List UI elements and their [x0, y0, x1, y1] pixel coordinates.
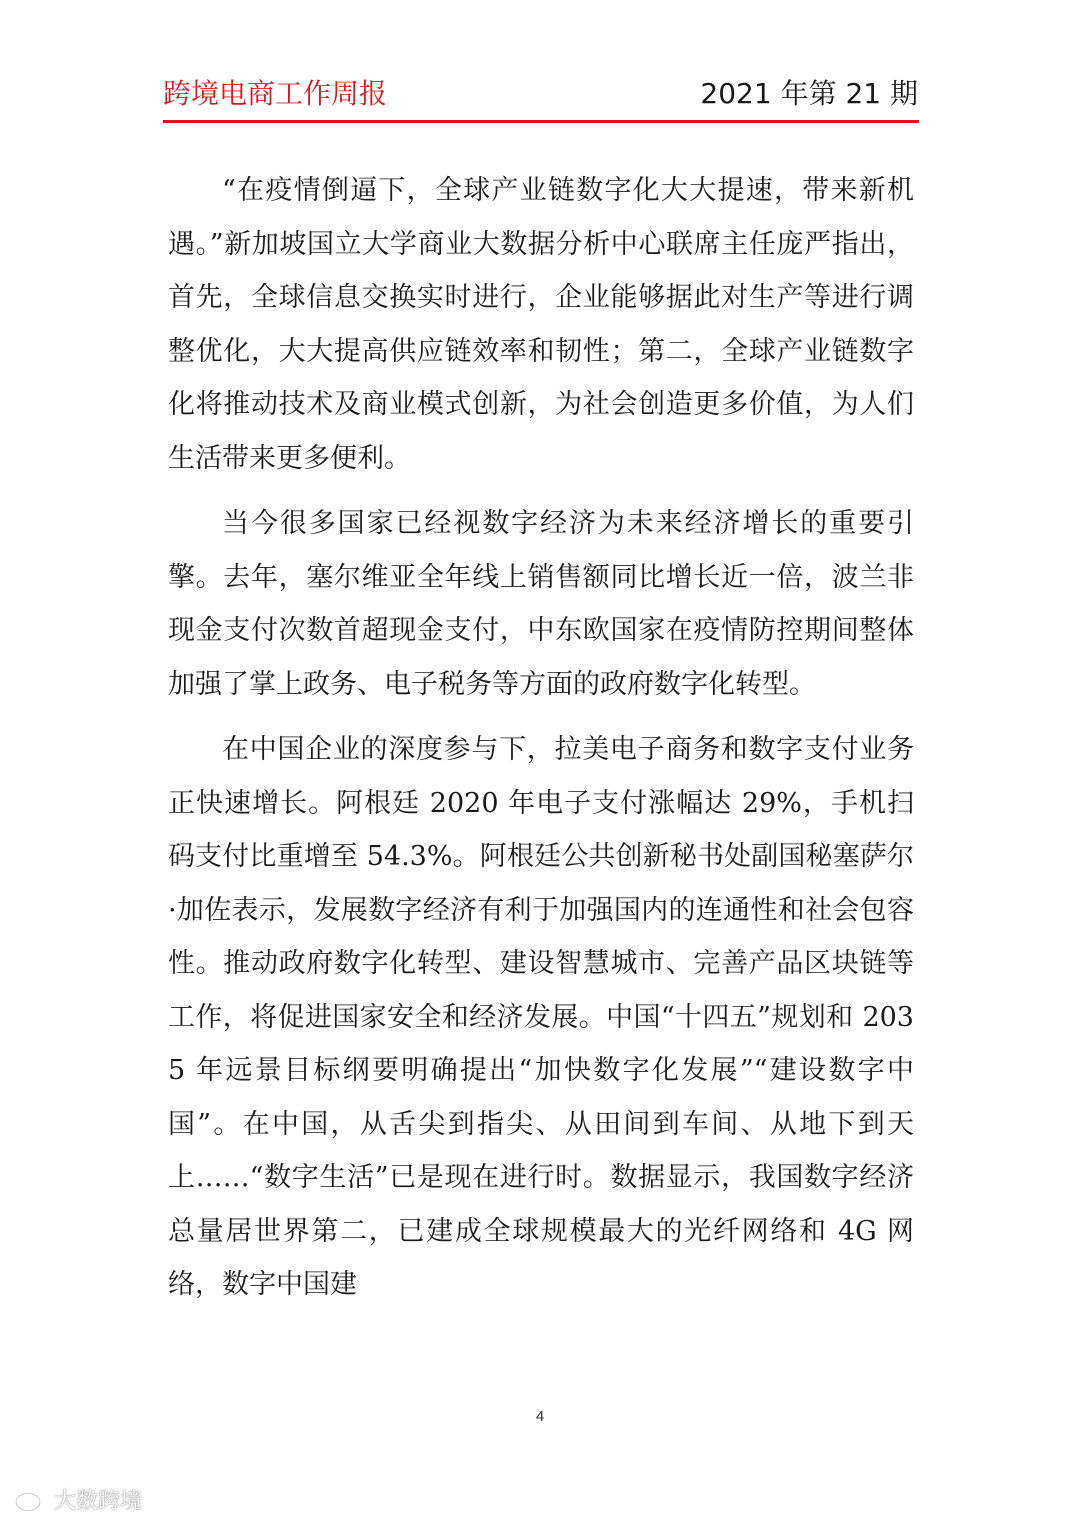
paragraph: 当今很多国家已经视数字经济为未来经济增长的重要引擎。去年，塞尔维亚全年线上销售额同比增长近一倍，波兰非现金支付次数首超现金支付，中东欧国家在疫情防控期间整体加强了掌上政务、电子税务等方面的政府数字化转型。 — [168, 508, 914, 700]
page-number: 4 — [535, 1408, 545, 1425]
article-body — [168, 164, 914, 1324]
paragraph: 在中国企业的深度参与下，拉美电子商务和数字支付业务正快速增长。阿根廷 2020 年电子支付涨幅达 29%，手机扫码支付比重增至 54.3%。阿根廷公共创新秘书处副国秘塞萨尔·加佐表示，发展数字经济有利于加强国内的连通性和社会包容性。推动政府数字化转型、建设智慧城市、完善产品区块链等工作，将促进国家安全和经济发展。中国“十四五”规划和 2035 年远景目标纲要明确提出“加快数字化发展”“建设数字中国”。在中国，从舌尖到指尖、从田间到车间、从地下到天上……“数字生活”已是现在进行时。数据显示，我国数字经济总量居世界第二，已建成全球规模最大的光纤网络和 4G 网络，数字中国建 — [168, 734, 914, 1300]
watermark — [14, 1484, 142, 1514]
weibo-logo-icon — [14, 1486, 48, 1512]
paragraph: “在疫情倒逼下，全球产业链数字化大大提速，带来新机遇。”新加坡国立大学商业大数据分析中心联席主任庞严指出，首先，全球信息交换实时进行，企业能够据此对生产等进行调整优化，大大提高供应链效率和韧性；第二，全球产业链数字化将推动技术及商业模式创新，为社会创造更多价值，为人们生活带来更多便利。 — [168, 175, 914, 474]
issue-number: 2021 年第 21 期 — [700, 77, 918, 110]
publication-title: 跨境电商工作周报 — [163, 77, 388, 110]
watermark-text: 大数跨境 — [54, 1488, 143, 1514]
header-divider — [163, 120, 919, 123]
page-header — [163, 74, 918, 114]
